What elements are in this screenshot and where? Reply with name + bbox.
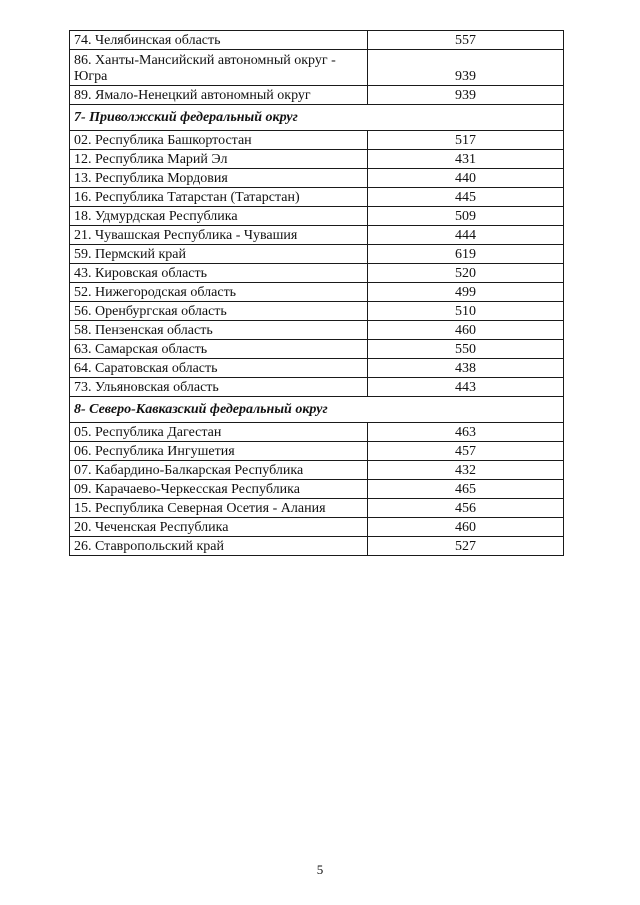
table-row bbox=[70, 188, 564, 207]
region-name-cell: 13. Республика Мордовия bbox=[70, 169, 368, 188]
region-name-cell: 86. Ханты-Мансийский автономный округ - Югра bbox=[70, 50, 368, 86]
region-value-cell: 460 bbox=[368, 321, 564, 340]
table-row bbox=[70, 150, 564, 169]
region-name-cell: 59. Пермский край bbox=[70, 245, 368, 264]
region-values-table bbox=[69, 30, 564, 556]
region-value-cell: 499 bbox=[368, 283, 564, 302]
region-value-cell: 517 bbox=[368, 131, 564, 150]
region-value-cell: 443 bbox=[368, 378, 564, 397]
region-value-cell: 550 bbox=[368, 340, 564, 359]
table-row bbox=[70, 131, 564, 150]
table-row bbox=[70, 537, 564, 556]
district-header-row bbox=[70, 397, 564, 423]
region-value-cell: 939 bbox=[368, 86, 564, 105]
region-value-cell: 510 bbox=[368, 302, 564, 321]
table-row bbox=[70, 302, 564, 321]
region-name-cell: 52. Нижегородская область bbox=[70, 283, 368, 302]
region-value-cell: 457 bbox=[368, 442, 564, 461]
region-name-cell: 09. Карачаево-Черкесская Республика bbox=[70, 480, 368, 499]
table-row bbox=[70, 226, 564, 245]
region-name-cell: 06. Республика Ингушетия bbox=[70, 442, 368, 461]
region-name-cell: 18. Удмурдская Республика bbox=[70, 207, 368, 226]
district-name: 7- Приволжский федеральный округ bbox=[70, 105, 564, 131]
region-value-cell: 432 bbox=[368, 461, 564, 480]
region-value-cell: 465 bbox=[368, 480, 564, 499]
region-name-cell: 58. Пензенская область bbox=[70, 321, 368, 340]
region-value-cell: 438 bbox=[368, 359, 564, 378]
region-value-cell: 456 bbox=[368, 499, 564, 518]
table-row bbox=[70, 442, 564, 461]
table-row bbox=[70, 480, 564, 499]
region-name-cell: 05. Республика Дагестан bbox=[70, 423, 368, 442]
table-row bbox=[70, 378, 564, 397]
region-name-cell: 07. Кабардино-Балкарская Республика bbox=[70, 461, 368, 480]
region-value-cell: 527 bbox=[368, 537, 564, 556]
table-row bbox=[70, 321, 564, 340]
region-value-cell: 431 bbox=[368, 150, 564, 169]
table-row bbox=[70, 499, 564, 518]
region-value-cell: 463 bbox=[368, 423, 564, 442]
region-name-cell: 63. Самарская область bbox=[70, 340, 368, 359]
district-name: 8- Северо-Кавказский федеральный округ bbox=[70, 397, 564, 423]
table-row bbox=[70, 423, 564, 442]
region-name-cell: 43. Кировская область bbox=[70, 264, 368, 283]
region-value-cell: 444 bbox=[368, 226, 564, 245]
table-row bbox=[70, 283, 564, 302]
table-row bbox=[70, 86, 564, 105]
table-body bbox=[70, 31, 564, 556]
region-value-cell: 557 bbox=[368, 31, 564, 50]
region-name-cell: 26. Ставропольский край bbox=[70, 537, 368, 556]
table-row bbox=[70, 359, 564, 378]
region-name-cell: 02. Республика Башкортостан bbox=[70, 131, 368, 150]
table-row bbox=[70, 169, 564, 188]
region-name-cell: 73. Ульяновская область bbox=[70, 378, 368, 397]
region-name-cell: 64. Саратовская область bbox=[70, 359, 368, 378]
region-name-cell: 21. Чувашская Республика - Чувашия bbox=[70, 226, 368, 245]
table-row bbox=[70, 518, 564, 537]
region-value-cell: 445 bbox=[368, 188, 564, 207]
region-name-cell: 74. Челябинская область bbox=[70, 31, 368, 50]
region-name-cell: 16. Республика Татарстан (Татарстан) bbox=[70, 188, 368, 207]
region-value-cell: 520 bbox=[368, 264, 564, 283]
region-name-cell: 15. Республика Северная Осетия - Алания bbox=[70, 499, 368, 518]
region-value-cell: 440 bbox=[368, 169, 564, 188]
region-value-cell: 619 bbox=[368, 245, 564, 264]
table-row bbox=[70, 340, 564, 359]
table-row bbox=[70, 245, 564, 264]
region-name-cell: 12. Республика Марий Эл bbox=[70, 150, 368, 169]
table-row bbox=[70, 264, 564, 283]
table-row bbox=[70, 461, 564, 480]
table-row bbox=[70, 31, 564, 50]
region-name-cell: 20. Чеченская Республика bbox=[70, 518, 368, 537]
region-value-cell: 460 bbox=[368, 518, 564, 537]
page-number: 5 bbox=[316, 862, 324, 877]
region-name-cell: 56. Оренбургская область bbox=[70, 302, 368, 321]
table-row bbox=[70, 207, 564, 226]
region-value-cell: 509 bbox=[368, 207, 564, 226]
district-header-row bbox=[70, 105, 564, 131]
region-value-cell: 939 bbox=[368, 50, 564, 86]
region-name-cell: 89. Ямало-Ненецкий автономный округ bbox=[70, 86, 368, 105]
table-row bbox=[70, 50, 564, 86]
